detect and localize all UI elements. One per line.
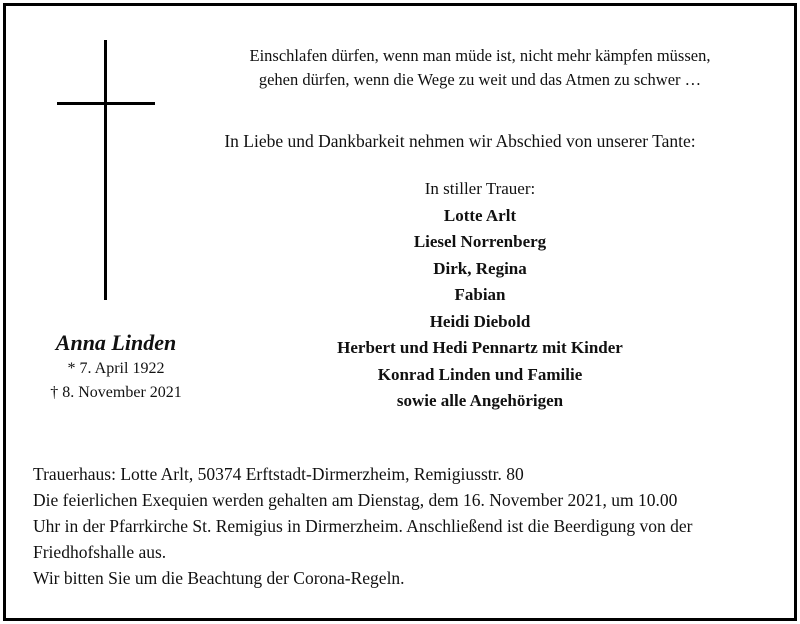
deceased-name: Anna Linden bbox=[55, 330, 177, 355]
mourner-name: Fabian bbox=[454, 285, 506, 304]
mourner-name: Dirk, Regina bbox=[433, 258, 527, 278]
mourners-intro: In stiller Trauer: bbox=[424, 179, 536, 198]
verse-line-2: gehen dürfen, wenn die Wege zu weit und das Atmen zu schwer … bbox=[258, 70, 702, 89]
mourner-name: Heidi Diebold bbox=[429, 311, 531, 331]
deceased-block bbox=[20, 329, 212, 405]
verse-line-1: Einschlafen dürfen, wenn man müde ist, nicht mehr kämpfen müssen, bbox=[249, 46, 711, 65]
funeral-information bbox=[33, 461, 783, 591]
service-line-3: Friedhofshalle aus. bbox=[33, 542, 167, 562]
mourner-name: Konrad Linden und Familie bbox=[377, 364, 583, 384]
mourner-name: sowie alle Angehörigen bbox=[396, 391, 564, 410]
memorial-verse bbox=[200, 44, 760, 92]
mourners-list bbox=[230, 176, 730, 415]
birth-date: * 7. April 1922 bbox=[67, 360, 165, 377]
farewell-statement: In Liebe und Dankbarkeit nehmen wir Abschied von unserer Tante: bbox=[224, 131, 696, 151]
mourner-name: Herbert und Hedi Pennartz mit Kinder bbox=[337, 338, 623, 357]
mourning-house-line: Trauerhaus: Lotte Arlt, 50374 Erftstadt-Dirmerzheim, Remigiusstr. 80 bbox=[33, 464, 524, 484]
service-line-2: Uhr in der Pfarrkirche St. Remigius in Dirmerzheim. Anschließend ist die Beerdigung von der bbox=[33, 516, 693, 536]
cross-horizontal-bar bbox=[57, 102, 155, 105]
death-date: † 8. November 2021 bbox=[50, 384, 182, 401]
corona-notice: Wir bitten Sie um die Beachtung der Corona-Regeln. bbox=[33, 568, 405, 588]
service-line-1: Die feierlichen Exequien werden gehalten am Dienstag, dem 16. November 2021, um 10.00 bbox=[33, 490, 678, 510]
mourner-name: Lotte Arlt bbox=[443, 205, 517, 225]
mourner-name: Liesel Norrenberg bbox=[413, 232, 547, 251]
cross-vertical-bar bbox=[104, 40, 107, 300]
